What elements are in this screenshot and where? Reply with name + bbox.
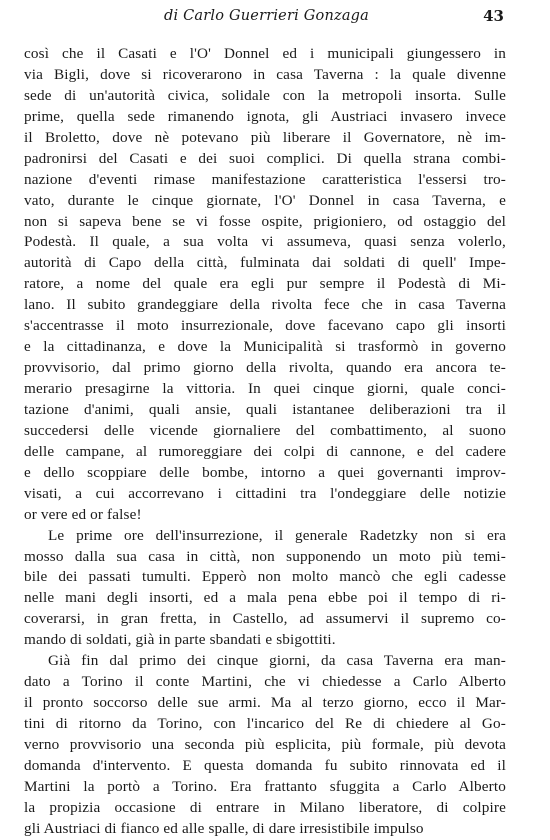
text-line: non si sapeva bene se vi fosse ospite, prigioniero, od ostaggio del xyxy=(24,212,506,230)
text-line: e dello scoppiare delle bombe, intorno a quei governanti improv- xyxy=(24,463,506,481)
text-line: mosso dalla sua casa in città, non supponendo un moto più temi- xyxy=(24,547,506,565)
text-line: vato, durante le cinque giornate, l'O' Donnel in casa Taverna, e xyxy=(24,191,506,209)
text-line: provvisorio, dal primo giorno della rivolta, quando era ancora te- xyxy=(24,359,506,377)
text-line: delle campane, al rumoreggiare dei colpi di cannone, e del cadere xyxy=(24,442,506,460)
text-line: e la cittadinanza, e dove la Municipalità si trasformò in governo xyxy=(24,338,506,356)
running-head xyxy=(24,7,504,31)
text-line: prime, quella sede rimanendo ignota, gli Austriaci invasero invece xyxy=(24,107,506,125)
text-line: la propizia occasione di entrare in Milano liberatore, di colpire xyxy=(24,798,506,816)
text-line: così che il Casati e l'O' Donnel ed i municipali giungessero in xyxy=(24,45,506,62)
text-line: padronirsi del Casati e dei suoi complici. Di quella strana combi- xyxy=(24,149,506,167)
paragraph xyxy=(24,651,506,839)
body-text xyxy=(24,44,506,840)
text-line: tazione d'animi, quali ansie, quali istantanee deliberazioni tra il xyxy=(24,400,506,418)
paragraph xyxy=(24,526,506,652)
text-line: mando di soldati, già in parte sbandati e sbigottiti. xyxy=(24,631,336,649)
text-line: dato a Torino il conte Martini, che vi chiedesse a Carlo Alberto xyxy=(24,673,506,691)
text-line: lano. Il subito grandeggiare della rivolta fece che in casa Taverna xyxy=(24,296,506,314)
text-line: gli Austriaci di fianco ed alle spalle, di dare irresistibile impulso xyxy=(24,819,424,837)
text-line: succedersi delle vicende giornaliere del combattimento, al suono xyxy=(24,421,506,439)
paragraph xyxy=(24,44,506,526)
text-line: bile dei passati tumulti. Epperò non molto mancò che egli cadesse xyxy=(24,568,506,586)
text-line: visati, a cui accorrevano i cittadini tra l'ondeggiare delle notizie xyxy=(24,484,506,502)
text-line: verno provvisorio una seconda più esplicita, più formale, più devota xyxy=(24,735,506,753)
text-line: Podestà. Il quale, a sua volta vi assumeva, quasi senza volerlo, xyxy=(24,233,506,251)
text-line: il Broletto, dove nè potevano più liberare il Governatore, nè im- xyxy=(24,128,506,146)
text-line: s'accentrasse il moto insurrezionale, dove facevano capo gli insorti xyxy=(24,317,506,335)
text-line: Le prime ore dell'insurrezione, il generale Radetzky non si era xyxy=(48,526,506,544)
text-line: autorità di Capo della città, fulminata dai soldati di quell' Impe- xyxy=(24,254,506,272)
page-number: 43 xyxy=(483,7,504,25)
text-line: nelle mani degli insorti, ed a mala pena ebbe poi il tempo di ri- xyxy=(24,589,506,607)
text-line: merario presagirne la vittoria. In quei cinque giorni, quale conci- xyxy=(24,380,506,397)
text-line: Martini la portò a Torino. Era frattanto sfuggita a Carlo Alberto xyxy=(24,777,506,795)
text-line: domanda d'intervento. E questa domanda fu subito rinnovata ed il xyxy=(24,756,506,774)
text-line: coverarsi, in gran fretta, in Castello, ad assumervi il supremo co- xyxy=(24,610,506,628)
running-title: di Carlo Guerrieri Gonzaga xyxy=(164,8,369,24)
text-line: via Bigli, dove si ricoverarono in casa Taverna : la quale divenne xyxy=(24,65,506,83)
text-line: ratore, a nome del quale era egli pur sempre il Podestà di Mi- xyxy=(24,275,506,293)
text-line: tini di ritorno da Torino, con l'incarico del Re di chiedere al Go- xyxy=(24,715,506,732)
text-line: Già fin dal primo dei cinque giorni, da casa Taverna era man- xyxy=(48,652,506,670)
text-line: or vere ed or false! xyxy=(24,505,142,523)
text-line: nazione d'eventi rimase manifestazione caratteristica l'essersi tro- xyxy=(24,170,506,188)
text-line: sede di un'autorità civica, solidale con la metropoli insorta. Sulle xyxy=(24,86,506,104)
text-line: il pronto soccorso delle sue armi. Ma al terzo giorno, ecco il Mar- xyxy=(24,694,506,712)
